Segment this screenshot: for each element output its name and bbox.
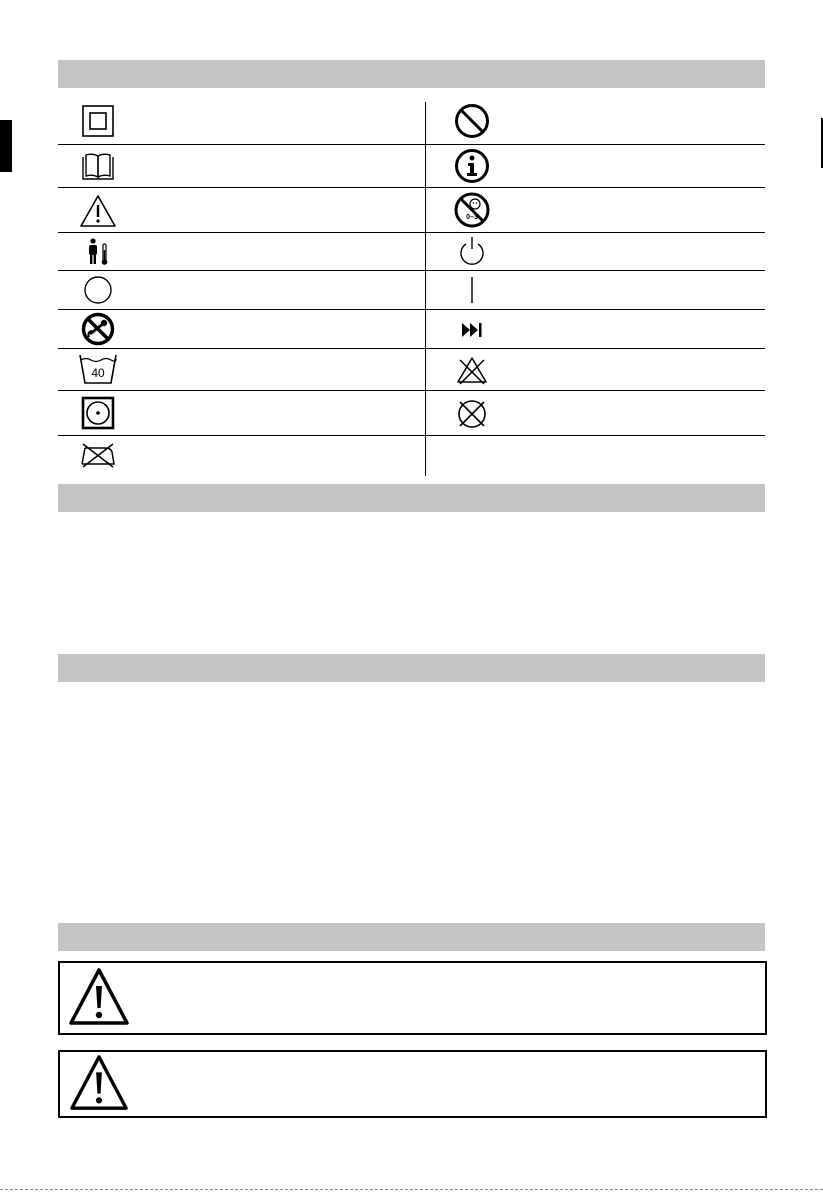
table-row-line: [426, 270, 765, 271]
information-icon: [442, 147, 502, 185]
table-row-line: [426, 187, 765, 188]
open-book-icon: [68, 150, 128, 184]
page-footer-line: [0, 1189, 823, 1190]
no-pins-icon: [68, 312, 128, 346]
warning-box-2: [58, 1050, 767, 1118]
table-row-line: [58, 348, 425, 349]
section-heading-bar-symbols: [58, 60, 765, 88]
table-row-line: [58, 144, 425, 145]
tumble-dry-icon: [68, 395, 128, 431]
table-row-line: [426, 435, 765, 436]
section-heading-bar-2: [58, 484, 765, 512]
prohibition-icon: [442, 103, 502, 139]
warning-box-1: [58, 961, 767, 1035]
fast-forward-icon: [442, 314, 502, 346]
warning-triangle-icon: [68, 967, 130, 1027]
section-heading-symbols: [58, 60, 765, 70]
section-heading-3: [58, 654, 765, 664]
do-not-iron-icon: [68, 439, 128, 471]
do-not-bleach-icon: [442, 353, 502, 387]
age-range-text: 0–3: [466, 214, 478, 221]
power-off-icon: [442, 234, 502, 268]
table-row-line: [58, 270, 425, 271]
section-3-text: [58, 692, 765, 912]
page-edge-tab: [0, 120, 12, 172]
table-row-line: [426, 309, 765, 310]
section-heading-4: [58, 923, 765, 933]
power-on-line-icon: [442, 274, 502, 306]
double-square-icon: [68, 104, 128, 138]
table-row-line: [426, 144, 765, 145]
wash-40-icon: [68, 351, 128, 387]
do-not-dry-clean-icon: [442, 396, 502, 432]
section-heading-2: [58, 484, 765, 494]
symbols-table: [58, 96, 765, 476]
circle-icon: [68, 274, 128, 306]
wash-temperature: 40: [91, 366, 105, 380]
not-for-children-0-3-icon: [442, 190, 502, 230]
table-row-line: [58, 435, 425, 436]
section-heading-bar-4: [58, 923, 765, 951]
table-row-line: [426, 390, 765, 391]
table-row-line: [58, 390, 425, 391]
table-row-line: [426, 232, 765, 233]
warning-triangle-icon: [68, 1054, 130, 1112]
section-heading-bar-3: [58, 654, 765, 682]
table-row-line: [58, 232, 425, 233]
table-divider: [425, 102, 426, 476]
table-row-line: [58, 309, 425, 310]
warning-triangle-icon: [68, 192, 128, 230]
person-thermometer-icon: [68, 236, 128, 268]
section-2-text: [58, 522, 765, 642]
table-row-line: [58, 187, 425, 188]
table-row-line: [426, 348, 765, 349]
